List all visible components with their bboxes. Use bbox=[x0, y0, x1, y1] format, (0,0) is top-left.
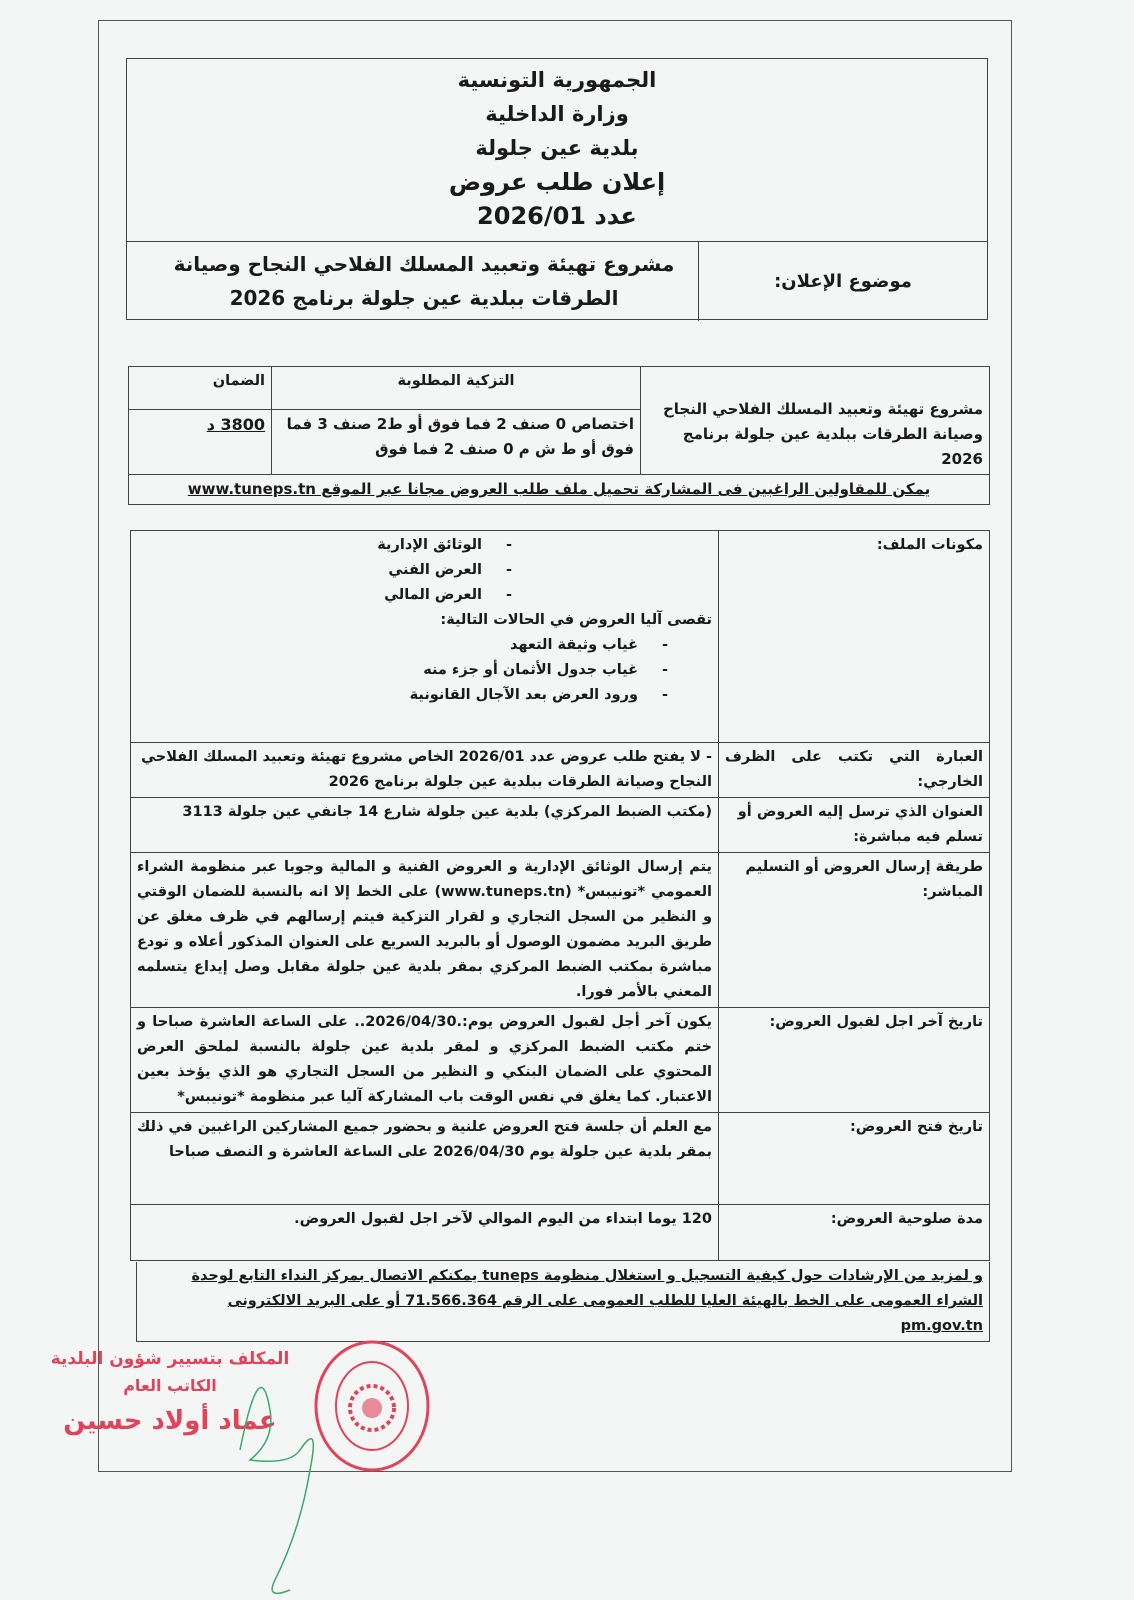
list-item: - الوثائق الإدارية bbox=[137, 533, 512, 558]
opening-text: مع العلم أن جلسة فتح العروض علنية و بحضور جميع المشاركين الراغبين في ذلك بمقر بلدية عين جلولة يوم 2026/04/30 على الساعة العاشرة و النصف صباحا bbox=[131, 1113, 719, 1205]
details-table bbox=[130, 530, 990, 1261]
address-text: (مكتب الضبط المركزي) بلدية عين جلولة شارع 14 جانفي عين جلولة 3113 bbox=[131, 798, 719, 853]
guarantee-header: الضمان bbox=[129, 367, 272, 410]
signatory-title: المكلف بتسيير شؤون البلدية bbox=[50, 1349, 290, 1369]
list-item: - العرض الفني bbox=[137, 558, 512, 583]
download-note: يمكن للمقاولين الراغبين فى المشاركة تحميل ملف طلب العروض مجانا عبر الموقع www.tuneps.tn bbox=[129, 475, 990, 505]
signature-and-stamp bbox=[200, 1330, 460, 1600]
document-header bbox=[126, 58, 988, 320]
subject-label: موضوع الإعلان: bbox=[698, 241, 987, 321]
header-titles bbox=[127, 59, 987, 242]
list-item: - ورود العرض بعد الآجال القانونية bbox=[137, 683, 668, 708]
method-text: يتم إرسال الوثائق الإدارية و العروض الفنية و المالية وجوبا عبر منظومة الشراء العمومي *تونيبس* (www.tuneps.tn) على الخط إلا انه بالنسبة للضمان الوقتي و النظير من السجل التجاري و لقرار التزكية فيتم إرسالهم في ظرف مغلق عن طريق البريد مضمون الوصول أو بالبريد السريع على العنوان المذكور أعلاه و تودع مباشرة بمكتب الضبط المركزي بمقر بلدية عين جلولة مقابل وصل إيداع يتسلمه المعني بالأمر فورا. bbox=[131, 853, 719, 1008]
footer-note: و لمزيد من الإرشادات حول كيفية التسجيل و استغلال منظومة tuneps يمكنكم الاتصال بمركز النداء التابع لوحدة الشراء العمومى على الخط بالهيئة العليا للطلب العمومى على الرقم 71.566.364 أو على البريد الالكترونى pm.gov.tn bbox=[136, 1262, 990, 1342]
project-cell: مشروع تهيئة وتعبيد المسلك الفلاحي النجاح وصيانة الطرقات ببلدية عين جلولة برنامج 2026 bbox=[641, 367, 990, 475]
qualification-cell: اختصاص 0 صنف 2 فما فوق أو ط2 صنف 3 فما فوق أو ط ش م 0 صنف 2 فما فوق bbox=[272, 410, 641, 475]
deadline-text: يكون آخر أجل لقبول العروض يوم:.2026/04/30.. على الساعة العاشرة صباحا و ختم مكتب الضبط المركزي و لمقر بلدية عين جلولة بالنسبة لملحق العرض المحتوي على الضمان البنكي و النظير من السجل التجاري هو الذي يؤخذ بعين الاعتبار. كما يغلق في نفس الوقت باب المشاركة آليا عبر منظومة *تونيبس* bbox=[131, 1008, 719, 1113]
subject-text: مشروع تهيئة وتعبيد المسلك الفلاحي النجاح وصيانة الطرقات ببلدية عين جلولة برنامج 2026 bbox=[173, 252, 675, 310]
notice-number: عدد 2026/01 bbox=[477, 202, 637, 230]
rejection-intro: تقصى آليا العروض في الحالات التالية: bbox=[440, 612, 712, 628]
method-label: طريقة إرسال العروض أو التسليم المباشر: bbox=[719, 853, 990, 1008]
components-label: مكونات الملف: bbox=[719, 531, 990, 743]
components-cell bbox=[131, 531, 719, 743]
municipality-name: بلدية عين جلولة bbox=[475, 136, 639, 160]
validity-text: 120 يوما ابتداء من اليوم الموالي لآخر اجل لقبول العروض. bbox=[131, 1205, 719, 1261]
address-label: العنوان الذي ترسل إليه العروض أو تسلم فيه مباشرة: bbox=[719, 798, 990, 853]
list-item: - غياب وثيقة التعهد bbox=[137, 633, 668, 658]
official-stamp bbox=[316, 1342, 428, 1470]
qualification-header: التزكية المطلوبة bbox=[272, 367, 641, 410]
handwritten-signature bbox=[240, 1388, 313, 1594]
notice-title: إعلان طلب عروض bbox=[448, 168, 666, 196]
signatory-name: عماد أولاد حسين bbox=[63, 1406, 277, 1436]
opening-label: تاريخ فتح العروض: bbox=[719, 1113, 990, 1205]
envelope-label: العبارة التي تكتب على الظرف الخارجي: bbox=[719, 743, 990, 798]
envelope-text: - لا يفتح طلب عروض عدد 2026/01 الخاص مشروع تهيئة وتعبيد المسلك الفلاحي النجاح وصيانة الطرقات ببلدية عين جلولة برنامج 2026 bbox=[131, 743, 719, 798]
signatory-role: الكاتب العام bbox=[123, 1376, 217, 1395]
validity-label: مدة صلوحية العروض: bbox=[719, 1205, 990, 1261]
list-item: - العرض المالي bbox=[137, 583, 512, 608]
country-name: الجمهورية التونسية bbox=[457, 68, 657, 92]
components-list bbox=[137, 533, 712, 608]
ministry-name: وزارة الداخلية bbox=[485, 102, 629, 126]
rejection-list bbox=[137, 633, 712, 708]
deadline-label: تاريخ آخر اجل لقبول العروض: bbox=[719, 1008, 990, 1113]
guarantee-cell: 3800 د bbox=[129, 410, 272, 475]
list-item: - غياب جدول الأثمان أو جزء منه bbox=[137, 658, 668, 683]
lots-table bbox=[128, 366, 990, 505]
